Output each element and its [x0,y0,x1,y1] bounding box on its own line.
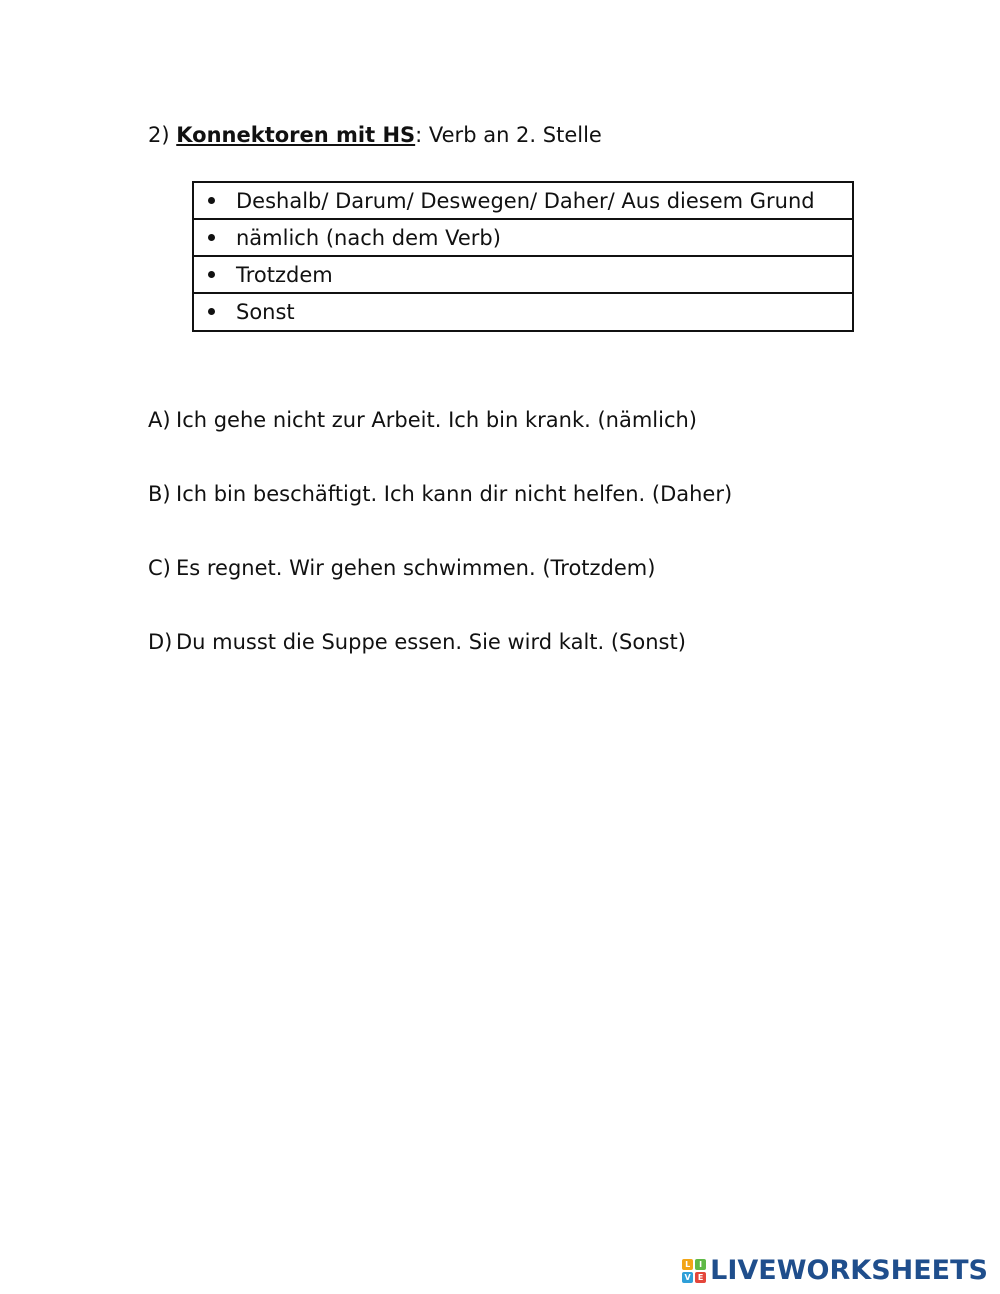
heading-rest: : Verb an 2. Stelle [415,123,602,147]
logo-cell: E [695,1272,706,1283]
exercise-item-d [148,627,686,657]
bullet-icon [208,197,215,204]
connector-row [194,183,852,220]
connector-row [194,257,852,294]
exercise-letter: D) [148,630,173,654]
liveworksheets-logo-icon [682,1259,706,1283]
exercise-text: Ich bin beschäftigt. Ich kann dir nicht helfen. (Daher) [176,482,733,506]
liveworksheets-footer [682,1255,988,1286]
exercise-letter: A) [148,408,171,432]
connectors-table [192,181,854,332]
exercise-letter: C) [148,556,171,580]
exercise-item-b [148,479,732,509]
connector-row [194,294,852,330]
connector-text: nämlich (nach dem Verb) [236,226,501,250]
exercise-text: Ich gehe nicht zur Arbeit. Ich bin krank. (nämlich) [176,408,698,432]
exercise-item-a [148,405,697,435]
connector-text: Deshalb/ Darum/ Deswegen/ Daher/ Aus diesem Grund [236,189,815,213]
exercise-text: Du musst die Suppe essen. Sie wird kalt. (Sonst) [176,630,686,654]
brand-name: LIVEWORKSHEETS [710,1255,988,1286]
logo-cell: V [682,1272,693,1283]
bullet-icon [208,308,215,315]
connector-text: Sonst [236,300,295,324]
exercise-text: Es regnet. Wir gehen schwimmen. (Trotzdem) [176,556,656,580]
exercise-item-c [148,553,655,583]
exercise-heading [148,120,602,150]
heading-bold-title: Konnektoren mit HS [176,123,416,147]
connector-text: Trotzdem [236,263,333,287]
exercise-letter: B) [148,482,171,506]
logo-cell: L [682,1259,693,1270]
connector-row [194,220,852,257]
heading-number: 2) [148,123,170,147]
logo-cell: I [695,1259,706,1270]
bullet-icon [208,234,215,241]
bullet-icon [208,271,215,278]
